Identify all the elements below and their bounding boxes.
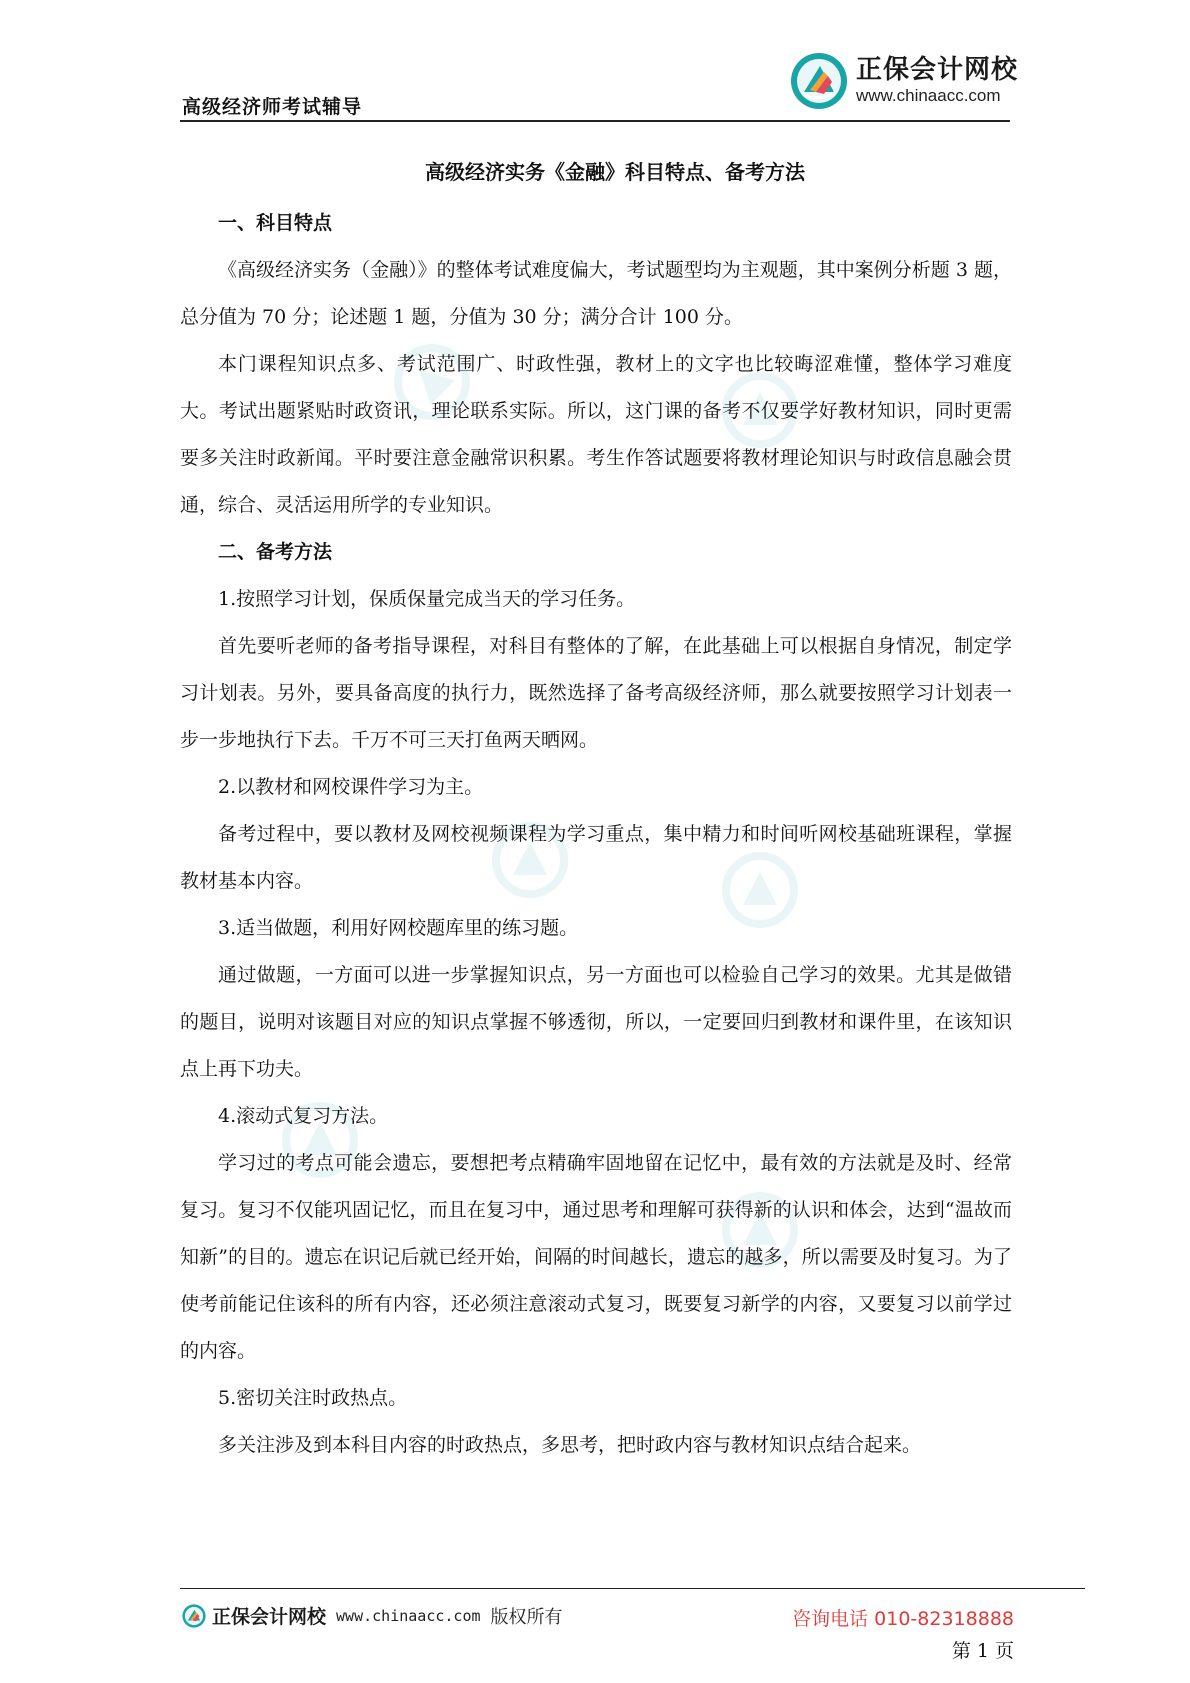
logo-icon (790, 52, 848, 110)
paragraph: 通过做题，一方面可以进一步掌握知识点，另一方面也可以检验自己学习的效果。尤其是做错的题目，说明对该题目对应的知识点掌握不够透彻，所以，一定要回归到教材和课件里，在该知识点上再下功夫。 (180, 964, 1012, 1080)
header-divider (180, 120, 1010, 122)
logo-name: 正保会计网校 (856, 55, 1019, 86)
footer-logo-icon (182, 1604, 206, 1628)
paragraph: 《高级经济实务（金融）》的整体考试难度偏大，考试题型均为主观题，其中案例分析题 3 题，总分值为 70 分；论述题 1 题，分值为 30 分；满分合计 100 分。 (180, 259, 1012, 328)
paragraph: 多关注涉及到本科目内容的时政热点，多思考，把时政内容与教材知识点结合起来。 (218, 1434, 922, 1456)
footer-url[interactable]: www.chinaacc.com (336, 1606, 481, 1625)
list-item-heading: 2.以教材和网校课件学习为主。 (218, 776, 484, 798)
paragraph: 本门课程知识点多、考试范围广、时政性强，教材上的文字也比较晦涩难懂，整体学习难度大。考试出题紧贴时政资讯，理论联系实际。所以，这门课的备考不仅要学好教材知识，同时更需要多关注时政新闻。平时要注意金融常识积累。考生作答试题要将教材理论知识与时政信息融会贯通，综合、灵活运用所学的专业知识。 (180, 353, 1012, 516)
paragraph: 备考过程中，要以教材及网校视频课程为学习重点，集中精力和时间听网校基础班课程，掌握教材基本内容。 (180, 823, 1012, 892)
header-title: 高级经济师考试辅导 (182, 96, 363, 118)
document-body (180, 200, 1012, 1469)
list-item-heading: 5.密切关注时政热点。 (218, 1387, 408, 1409)
list-item-heading: 3.适当做题，利用好网校题库里的练习题。 (218, 917, 579, 939)
footer-rights: 版权所有 (490, 1606, 563, 1628)
list-item-heading: 1.按照学习计划，保质保量完成当天的学习任务。 (218, 588, 636, 610)
footer-brand: 正保会计网校 (212, 1606, 327, 1628)
footer-brand-block (182, 1602, 563, 1629)
page-number: 第 1 页 (951, 1640, 1014, 1662)
logo-url: www.chinaacc.com (856, 86, 1001, 106)
footer-divider (180, 1588, 1085, 1589)
document-title: 高级经济实务《金融》科目特点、备考方法 (425, 160, 805, 184)
site-logo[interactable] (790, 52, 1018, 110)
section-heading: 一、科目特点 (218, 212, 333, 234)
paragraph: 学习过的考点可能会遗忘，要想把考点精确牢固地留在记忆中，最有效的方法就是及时、经常复习。复习不仅能巩固记忆，而且在复习中，通过思考和理解可获得新的认识和体会，达到“温故而知新”的目的。遗忘在识记后就已经开始，间隔的时间越长，遗忘的越多，所以需要及时复习。为了使考前能记住该科的所有内容，还必须注意滚动式复习，既要复习新学的内容，又要复习以前学过的内容。 (180, 1152, 1012, 1362)
paragraph: 首先要听老师的备考指导课程，对科目有整体的了解，在此基础上可以根据自身情况，制定学习计划表。另外，要具备高度的执行力，既然选择了备考高级经济师，那么就要按照学习计划表一步一步地执行下去。千万不可三天打鱼两天晒网。 (180, 635, 1012, 751)
list-item-heading: 4.滚动式复习方法。 (218, 1105, 389, 1127)
section-heading: 二、备考方法 (218, 541, 333, 563)
footer-phone: 咨询电话 010-82318888 (792, 1608, 1014, 1630)
